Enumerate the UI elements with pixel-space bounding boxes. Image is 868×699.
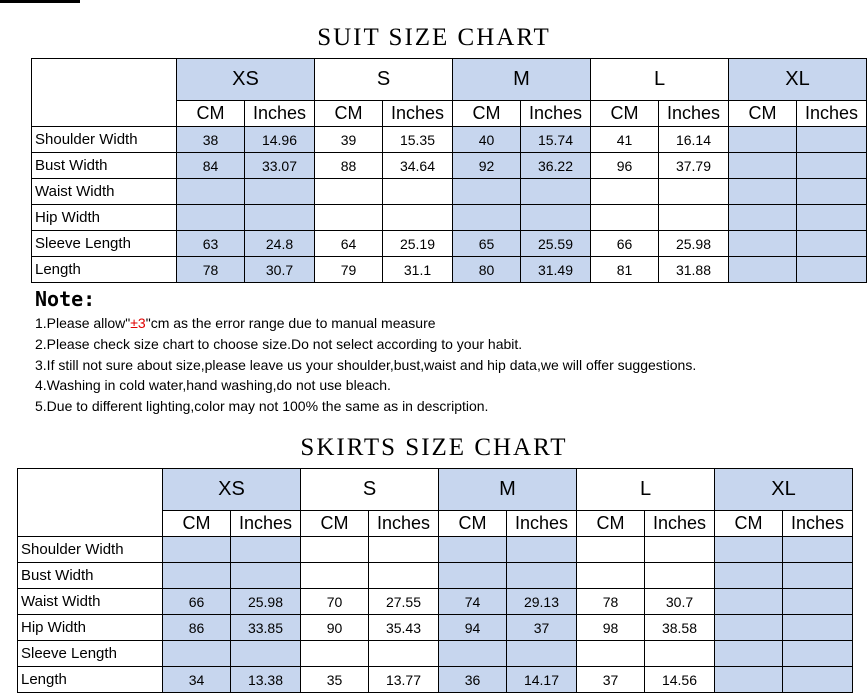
table-row <box>18 537 853 563</box>
value-cell: 25.59 <box>521 231 591 257</box>
tolerance-value: ±3 <box>130 315 146 331</box>
value-cell <box>163 537 231 563</box>
table-row <box>18 641 853 667</box>
value-cell: 78 <box>177 257 245 283</box>
unit-header-inches: Inches <box>659 101 729 127</box>
value-cell: 34.64 <box>383 153 453 179</box>
value-cell <box>797 153 867 179</box>
value-cell: 13.38 <box>231 667 301 693</box>
table-row <box>32 127 867 153</box>
value-cell <box>783 641 853 667</box>
value-cell <box>163 641 231 667</box>
value-cell <box>177 205 245 231</box>
size-header: M <box>439 469 577 511</box>
unit-header-cm: CM <box>163 511 231 537</box>
value-cell <box>245 205 315 231</box>
notes-block <box>35 287 696 417</box>
header-corner <box>18 469 163 537</box>
value-cell: 96 <box>591 153 659 179</box>
value-cell: 39 <box>315 127 383 153</box>
value-cell: 37 <box>507 615 577 641</box>
value-cell: 65 <box>453 231 521 257</box>
value-cell <box>783 667 853 693</box>
value-cell <box>507 563 577 589</box>
value-cell <box>383 205 453 231</box>
value-cell <box>439 641 507 667</box>
value-cell <box>659 205 729 231</box>
value-cell <box>715 589 783 615</box>
value-cell: 25.19 <box>383 231 453 257</box>
unit-header-cm: CM <box>439 511 507 537</box>
value-cell: 13.77 <box>369 667 439 693</box>
value-cell: 16.14 <box>659 127 729 153</box>
value-cell <box>783 563 853 589</box>
value-cell: 24.8 <box>245 231 315 257</box>
value-cell <box>659 179 729 205</box>
value-cell: 36.22 <box>521 153 591 179</box>
value-cell <box>369 641 439 667</box>
size-header: S <box>301 469 439 511</box>
value-cell <box>577 563 645 589</box>
value-cell: 90 <box>301 615 369 641</box>
value-cell: 80 <box>453 257 521 283</box>
size-header: XL <box>729 59 867 101</box>
value-cell: 33.85 <box>231 615 301 641</box>
value-cell <box>797 205 867 231</box>
value-cell: 88 <box>315 153 383 179</box>
measurement-label: Length <box>32 257 177 283</box>
value-cell: 86 <box>163 615 231 641</box>
value-cell: 92 <box>453 153 521 179</box>
table-row <box>18 615 853 641</box>
measurement-label: Sleeve Length <box>18 641 163 667</box>
value-cell: 94 <box>439 615 507 641</box>
measurement-label: Length <box>18 667 163 693</box>
skirt-chart-title: SKIRTS SIZE CHART <box>300 434 568 461</box>
note-line-3: 3.If still not sure about size,please leave us your shoulder,bust,waist and hip data,we will offer suggestions. <box>35 356 697 373</box>
note-line-5: 5.Due to different lighting,color may not 100% the same as in description. <box>35 398 489 415</box>
value-cell <box>729 127 797 153</box>
unit-header-cm: CM <box>715 511 783 537</box>
size-header: M <box>453 59 591 101</box>
value-cell <box>797 257 867 283</box>
value-cell <box>797 231 867 257</box>
value-cell <box>729 153 797 179</box>
value-cell <box>245 179 315 205</box>
value-cell <box>729 257 797 283</box>
unit-header-cm: CM <box>729 101 797 127</box>
value-cell <box>645 641 715 667</box>
unit-header-inches: Inches <box>521 101 591 127</box>
measurement-label: Shoulder Width <box>18 537 163 563</box>
value-cell: 38 <box>177 127 245 153</box>
value-cell: 81 <box>591 257 659 283</box>
table-row <box>18 667 853 693</box>
value-cell <box>577 641 645 667</box>
value-cell: 15.74 <box>521 127 591 153</box>
value-cell <box>521 205 591 231</box>
measurement-label: Waist Width <box>18 589 163 615</box>
value-cell <box>715 667 783 693</box>
value-cell: 35 <box>301 667 369 693</box>
size-header: L <box>577 469 715 511</box>
unit-header-cm: CM <box>315 101 383 127</box>
unit-header-cm: CM <box>301 511 369 537</box>
value-cell <box>797 127 867 153</box>
value-cell: 25.98 <box>659 231 729 257</box>
value-cell: 31.49 <box>521 257 591 283</box>
unit-header-inches: Inches <box>783 511 853 537</box>
value-cell: 74 <box>439 589 507 615</box>
measurement-label: Waist Width <box>32 179 177 205</box>
value-cell <box>715 615 783 641</box>
size-header: L <box>591 59 729 101</box>
measurement-label: Hip Width <box>18 615 163 641</box>
size-header: XS <box>163 469 301 511</box>
value-cell <box>507 537 577 563</box>
value-cell: 14.96 <box>245 127 315 153</box>
value-cell: 15.35 <box>383 127 453 153</box>
value-cell <box>797 179 867 205</box>
value-cell <box>715 537 783 563</box>
size-header-row <box>32 59 867 101</box>
table-row <box>32 153 867 179</box>
value-cell: 25.98 <box>231 589 301 615</box>
size-header: XL <box>715 469 853 511</box>
skirt-size-table <box>17 468 853 693</box>
value-cell: 66 <box>591 231 659 257</box>
value-cell <box>177 179 245 205</box>
table-row <box>18 563 853 589</box>
value-cell <box>645 537 715 563</box>
value-cell <box>439 563 507 589</box>
measurement-label: Shoulder Width <box>32 127 177 153</box>
value-cell <box>231 641 301 667</box>
value-cell: 35.43 <box>369 615 439 641</box>
unit-header-cm: CM <box>577 511 645 537</box>
value-cell: 14.17 <box>507 667 577 693</box>
value-cell: 36 <box>439 667 507 693</box>
value-cell <box>163 563 231 589</box>
value-cell <box>301 537 369 563</box>
table-row <box>32 257 867 283</box>
unit-header-inches: Inches <box>507 511 577 537</box>
value-cell <box>729 205 797 231</box>
value-cell <box>715 641 783 667</box>
value-cell: 66 <box>163 589 231 615</box>
value-cell <box>231 563 301 589</box>
value-cell <box>231 537 301 563</box>
value-cell <box>315 205 383 231</box>
value-cell <box>715 563 783 589</box>
measurement-label: Bust Width <box>32 153 177 179</box>
value-cell <box>591 205 659 231</box>
value-cell <box>783 537 853 563</box>
value-cell: 14.56 <box>645 667 715 693</box>
table-row <box>18 589 853 615</box>
suit-chart-title: SUIT SIZE CHART <box>317 24 551 51</box>
unit-header-cm: CM <box>177 101 245 127</box>
unit-header-inches: Inches <box>245 101 315 127</box>
unit-header-inches: Inches <box>369 511 439 537</box>
value-cell: 98 <box>577 615 645 641</box>
value-cell <box>783 615 853 641</box>
value-cell <box>729 231 797 257</box>
size-header: XS <box>177 59 315 101</box>
value-cell <box>645 563 715 589</box>
value-cell: 37 <box>577 667 645 693</box>
value-cell: 29.13 <box>507 589 577 615</box>
value-cell <box>507 641 577 667</box>
value-cell <box>453 205 521 231</box>
size-header-row <box>18 469 853 511</box>
value-cell: 70 <box>301 589 369 615</box>
value-cell: 31.88 <box>659 257 729 283</box>
value-cell <box>783 589 853 615</box>
value-cell: 79 <box>315 257 383 283</box>
value-cell <box>591 179 659 205</box>
value-cell: 30.7 <box>645 589 715 615</box>
note-line-4: 4.Washing in cold water,hand washing,do not use bleach. <box>35 377 391 394</box>
measurement-label: Sleeve Length <box>32 231 177 257</box>
value-cell: 84 <box>177 153 245 179</box>
value-cell: 37.79 <box>659 153 729 179</box>
value-cell <box>439 537 507 563</box>
value-cell: 40 <box>453 127 521 153</box>
table-row <box>32 205 867 231</box>
unit-header-inches: Inches <box>645 511 715 537</box>
value-cell: 41 <box>591 127 659 153</box>
value-cell <box>301 563 369 589</box>
note-line-1: 1.Please allow"±3"cm as the error range due to manual measure <box>35 315 436 331</box>
unit-header-cm: CM <box>453 101 521 127</box>
size-header: S <box>315 59 453 101</box>
unit-header-inches: Inches <box>797 101 867 127</box>
value-cell: 63 <box>177 231 245 257</box>
note-heading: Note: <box>35 287 96 311</box>
note-line-2: 2.Please check size chart to choose size.Do not select according to your habit. <box>35 335 523 352</box>
value-cell: 38.58 <box>645 615 715 641</box>
value-cell <box>383 179 453 205</box>
header-corner <box>32 59 177 127</box>
value-cell <box>369 537 439 563</box>
value-cell <box>521 179 591 205</box>
unit-header-inches: Inches <box>231 511 301 537</box>
value-cell: 27.55 <box>369 589 439 615</box>
value-cell: 78 <box>577 589 645 615</box>
suit-size-table <box>31 58 867 283</box>
value-cell <box>301 641 369 667</box>
value-cell: 33.07 <box>245 153 315 179</box>
value-cell: 34 <box>163 667 231 693</box>
table-row <box>32 179 867 205</box>
value-cell <box>369 563 439 589</box>
measurement-label: Hip Width <box>32 205 177 231</box>
unit-header-inches: Inches <box>383 101 453 127</box>
value-cell <box>729 179 797 205</box>
top-accent-bar <box>0 0 80 3</box>
measurement-label: Bust Width <box>18 563 163 589</box>
value-cell <box>453 179 521 205</box>
value-cell <box>577 537 645 563</box>
value-cell: 31.1 <box>383 257 453 283</box>
table-row <box>32 231 867 257</box>
value-cell <box>315 179 383 205</box>
unit-header-cm: CM <box>591 101 659 127</box>
value-cell: 64 <box>315 231 383 257</box>
value-cell: 30.7 <box>245 257 315 283</box>
